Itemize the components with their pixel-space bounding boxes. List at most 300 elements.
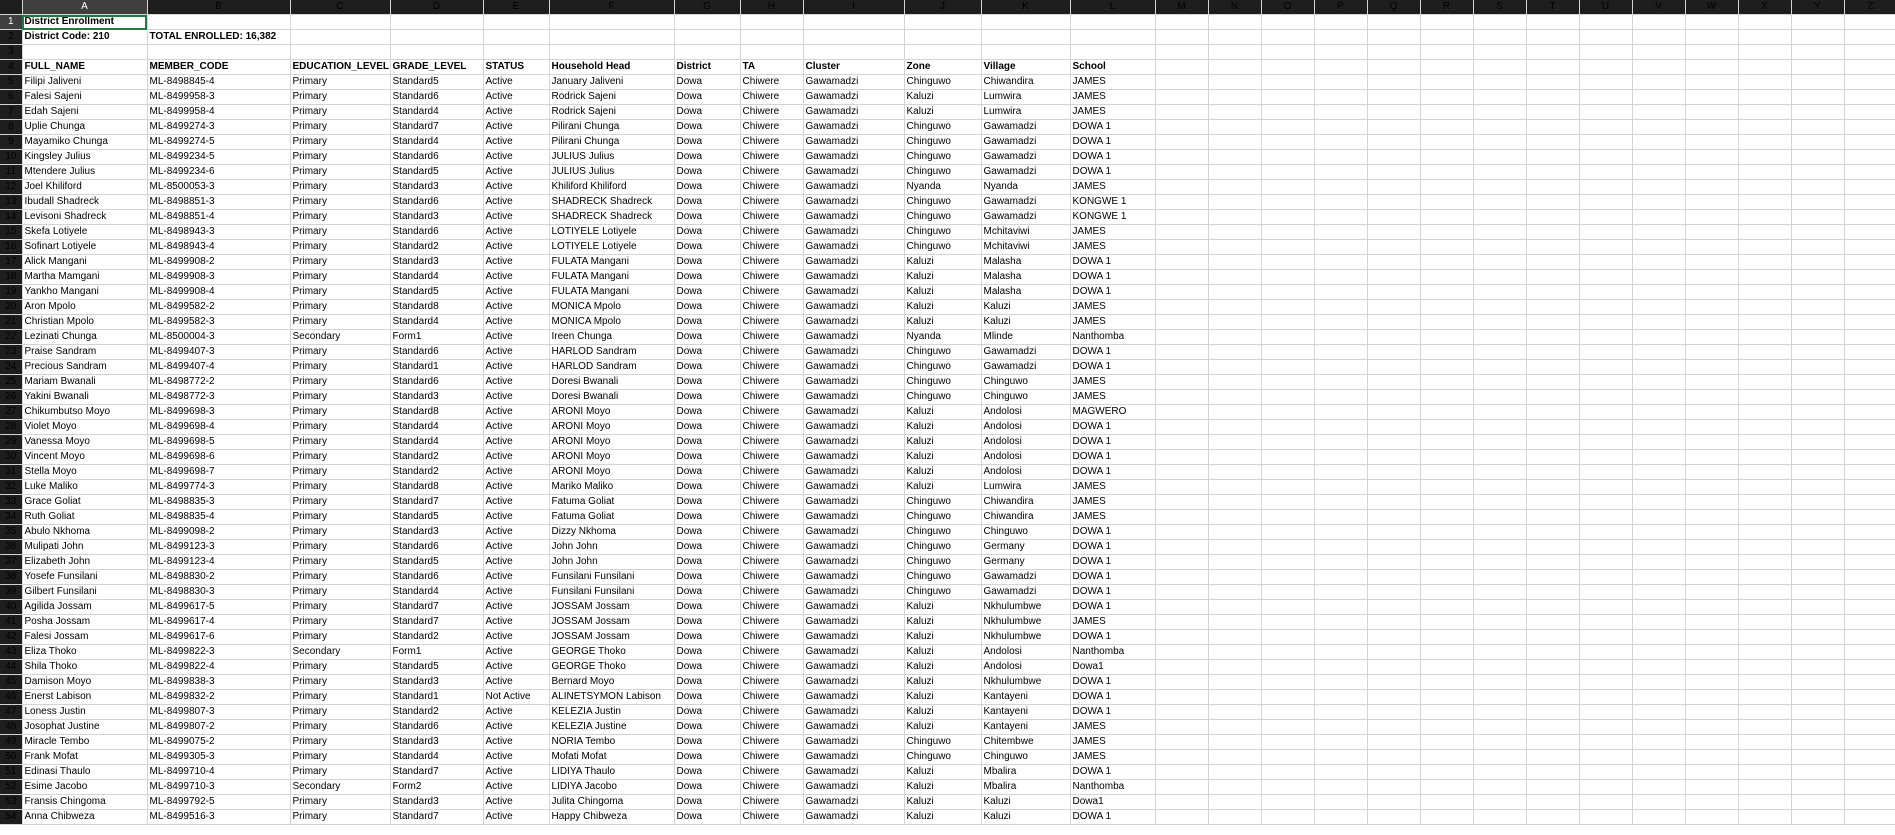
cell-s8[interactable]: [1473, 120, 1526, 135]
cell-o10[interactable]: [1261, 150, 1314, 165]
cell-q43[interactable]: [1367, 645, 1420, 660]
cell-m46[interactable]: [1155, 690, 1208, 705]
cell-e44[interactable]: Active: [483, 660, 549, 675]
cell-z33[interactable]: [1844, 495, 1895, 510]
cell-b21[interactable]: ML-8499582-3: [147, 315, 290, 330]
cell-w16[interactable]: [1685, 240, 1738, 255]
cell-f49[interactable]: NORIA Tembo: [549, 735, 674, 750]
cell-l5[interactable]: JAMES: [1070, 75, 1155, 90]
row-header[interactable]: 23: [0, 345, 22, 360]
cell-i1[interactable]: [803, 15, 904, 30]
cell-s16[interactable]: [1473, 240, 1526, 255]
row-header[interactable]: 20: [0, 300, 22, 315]
cell-w14[interactable]: [1685, 210, 1738, 225]
cell-l48[interactable]: JAMES: [1070, 720, 1155, 735]
cell-r1[interactable]: [1420, 15, 1473, 30]
cell-l36[interactable]: DOWA 1: [1070, 540, 1155, 555]
cell-b54[interactable]: ML-8499516-3: [147, 810, 290, 825]
cell-y16[interactable]: [1791, 240, 1844, 255]
cell-k1[interactable]: [981, 15, 1070, 30]
cell-e43[interactable]: Active: [483, 645, 549, 660]
cell-e20[interactable]: Active: [483, 300, 549, 315]
cell-z38[interactable]: [1844, 570, 1895, 585]
cell-c7[interactable]: Primary: [290, 105, 390, 120]
cell-i50[interactable]: Gawamadzi: [803, 750, 904, 765]
cell-o13[interactable]: [1261, 195, 1314, 210]
cell-l49[interactable]: JAMES: [1070, 735, 1155, 750]
cell-f37[interactable]: John John: [549, 555, 674, 570]
cell-t11[interactable]: [1526, 165, 1579, 180]
cell-v21[interactable]: [1632, 315, 1685, 330]
cell-a52[interactable]: Esime Jacobo: [22, 780, 147, 795]
cell-n37[interactable]: [1208, 555, 1261, 570]
cell-g24[interactable]: Dowa: [674, 360, 740, 375]
cell-l54[interactable]: DOWA 1: [1070, 810, 1155, 825]
cell-r24[interactable]: [1420, 360, 1473, 375]
column-header-g[interactable]: G: [674, 0, 740, 15]
cell-j24[interactable]: Chinguwo: [904, 360, 981, 375]
column-header-e[interactable]: E: [483, 0, 549, 15]
cell-u39[interactable]: [1579, 585, 1632, 600]
cell-v38[interactable]: [1632, 570, 1685, 585]
cell-o35[interactable]: [1261, 525, 1314, 540]
cell-m51[interactable]: [1155, 765, 1208, 780]
cell-g8[interactable]: Dowa: [674, 120, 740, 135]
cell-k52[interactable]: Mbalira: [981, 780, 1070, 795]
cell-j43[interactable]: Kaluzi: [904, 645, 981, 660]
cell-z25[interactable]: [1844, 375, 1895, 390]
cell-h10[interactable]: Chiwere: [740, 150, 803, 165]
cell-o47[interactable]: [1261, 705, 1314, 720]
cell-l43[interactable]: Nanthomba: [1070, 645, 1155, 660]
cell-k18[interactable]: Malasha: [981, 270, 1070, 285]
cell-a16[interactable]: Sofinart Lotiyele: [22, 240, 147, 255]
cell-w36[interactable]: [1685, 540, 1738, 555]
cell-v25[interactable]: [1632, 375, 1685, 390]
cell-b52[interactable]: ML-8499710-3: [147, 780, 290, 795]
cell-f47[interactable]: KELEZIA Justin: [549, 705, 674, 720]
cell-f46[interactable]: ALINETSYMON Labison: [549, 690, 674, 705]
cell-o51[interactable]: [1261, 765, 1314, 780]
cell-i24[interactable]: Gawamadzi: [803, 360, 904, 375]
cell-g29[interactable]: Dowa: [674, 435, 740, 450]
cell-i54[interactable]: Gawamadzi: [803, 810, 904, 825]
cell-s27[interactable]: [1473, 405, 1526, 420]
cell-i30[interactable]: Gawamadzi: [803, 450, 904, 465]
cell-j49[interactable]: Chinguwo: [904, 735, 981, 750]
cell-z44[interactable]: [1844, 660, 1895, 675]
cell-q13[interactable]: [1367, 195, 1420, 210]
cell-y34[interactable]: [1791, 510, 1844, 525]
cell-e8[interactable]: Active: [483, 120, 549, 135]
cell-s15[interactable]: [1473, 225, 1526, 240]
cell-n38[interactable]: [1208, 570, 1261, 585]
cell-m13[interactable]: [1155, 195, 1208, 210]
cell-z41[interactable]: [1844, 615, 1895, 630]
cell-i2[interactable]: [803, 30, 904, 45]
cell-t18[interactable]: [1526, 270, 1579, 285]
cell-z35[interactable]: [1844, 525, 1895, 540]
cell-j54[interactable]: Kaluzi: [904, 810, 981, 825]
cell-m7[interactable]: [1155, 105, 1208, 120]
cell-x41[interactable]: [1738, 615, 1791, 630]
cell-s13[interactable]: [1473, 195, 1526, 210]
cell-d50[interactable]: Standard4: [390, 750, 483, 765]
cell-k34[interactable]: Chiwandira: [981, 510, 1070, 525]
cell-y38[interactable]: [1791, 570, 1844, 585]
cell-v13[interactable]: [1632, 195, 1685, 210]
cell-i39[interactable]: Gawamadzi: [803, 585, 904, 600]
cell-x46[interactable]: [1738, 690, 1791, 705]
cell-o2[interactable]: [1261, 30, 1314, 45]
cell-c24[interactable]: Primary: [290, 360, 390, 375]
cell-u37[interactable]: [1579, 555, 1632, 570]
cell-x19[interactable]: [1738, 285, 1791, 300]
cell-c38[interactable]: Primary: [290, 570, 390, 585]
cell-g34[interactable]: Dowa: [674, 510, 740, 525]
cell-u5[interactable]: [1579, 75, 1632, 90]
cell-y39[interactable]: [1791, 585, 1844, 600]
cell-j41[interactable]: Kaluzi: [904, 615, 981, 630]
cell-s40[interactable]: [1473, 600, 1526, 615]
cell-p2[interactable]: [1314, 30, 1367, 45]
cell-u10[interactable]: [1579, 150, 1632, 165]
cell-g20[interactable]: Dowa: [674, 300, 740, 315]
row-header[interactable]: 30: [0, 450, 22, 465]
cell-v54[interactable]: [1632, 810, 1685, 825]
cell-b53[interactable]: ML-8499792-5: [147, 795, 290, 810]
cell-l6[interactable]: JAMES: [1070, 90, 1155, 105]
cell-c27[interactable]: Primary: [290, 405, 390, 420]
cell-c47[interactable]: Primary: [290, 705, 390, 720]
cell-v48[interactable]: [1632, 720, 1685, 735]
cell-m9[interactable]: [1155, 135, 1208, 150]
cell-r6[interactable]: [1420, 90, 1473, 105]
cell-h53[interactable]: Chiwere: [740, 795, 803, 810]
cell-z24[interactable]: [1844, 360, 1895, 375]
cell-t1[interactable]: [1526, 15, 1579, 30]
cell-r23[interactable]: [1420, 345, 1473, 360]
row-header[interactable]: 4: [0, 60, 22, 75]
cell-b44[interactable]: ML-8499822-4: [147, 660, 290, 675]
cell-t35[interactable]: [1526, 525, 1579, 540]
cell-p30[interactable]: [1314, 450, 1367, 465]
cell-n6[interactable]: [1208, 90, 1261, 105]
cell-l25[interactable]: JAMES: [1070, 375, 1155, 390]
cell-q9[interactable]: [1367, 135, 1420, 150]
cell-o46[interactable]: [1261, 690, 1314, 705]
cell-p7[interactable]: [1314, 105, 1367, 120]
cell-n23[interactable]: [1208, 345, 1261, 360]
cell-f8[interactable]: Pilirani Chunga: [549, 120, 674, 135]
cell-d37[interactable]: Standard5: [390, 555, 483, 570]
cell-t36[interactable]: [1526, 540, 1579, 555]
cell-u32[interactable]: [1579, 480, 1632, 495]
cell-p26[interactable]: [1314, 390, 1367, 405]
cell-w7[interactable]: [1685, 105, 1738, 120]
cell-a49[interactable]: Miracle Tembo: [22, 735, 147, 750]
cell-m34[interactable]: [1155, 510, 1208, 525]
cell-f19[interactable]: FULATA Mangani: [549, 285, 674, 300]
cell-d54[interactable]: Standard7: [390, 810, 483, 825]
cell-n2[interactable]: [1208, 30, 1261, 45]
cell-q36[interactable]: [1367, 540, 1420, 555]
cell-c5[interactable]: Primary: [290, 75, 390, 90]
cell-l24[interactable]: DOWA 1: [1070, 360, 1155, 375]
cell-g7[interactable]: Dowa: [674, 105, 740, 120]
cell-t9[interactable]: [1526, 135, 1579, 150]
cell-g52[interactable]: Dowa: [674, 780, 740, 795]
row-header[interactable]: 17: [0, 255, 22, 270]
cell-e10[interactable]: Active: [483, 150, 549, 165]
cell-u14[interactable]: [1579, 210, 1632, 225]
cell-d27[interactable]: Standard8: [390, 405, 483, 420]
cell-h47[interactable]: Chiwere: [740, 705, 803, 720]
cell-g6[interactable]: Dowa: [674, 90, 740, 105]
cell-z49[interactable]: [1844, 735, 1895, 750]
cell-t10[interactable]: [1526, 150, 1579, 165]
cell-h48[interactable]: Chiwere: [740, 720, 803, 735]
cell-y51[interactable]: [1791, 765, 1844, 780]
cell-f34[interactable]: Fatuma Goliat: [549, 510, 674, 525]
cell-q42[interactable]: [1367, 630, 1420, 645]
cell-f45[interactable]: Bernard Moyo: [549, 675, 674, 690]
cell-g18[interactable]: Dowa: [674, 270, 740, 285]
row-header[interactable]: 25: [0, 375, 22, 390]
cell-g40[interactable]: Dowa: [674, 600, 740, 615]
cell-k19[interactable]: Malasha: [981, 285, 1070, 300]
cell-w45[interactable]: [1685, 675, 1738, 690]
row-header[interactable]: 22: [0, 330, 22, 345]
cell-b37[interactable]: ML-8499123-4: [147, 555, 290, 570]
cell-g4[interactable]: District: [674, 60, 740, 75]
cell-h3[interactable]: [740, 45, 803, 60]
cell-a34[interactable]: Ruth Goliat: [22, 510, 147, 525]
cell-i48[interactable]: Gawamadzi: [803, 720, 904, 735]
cell-g32[interactable]: Dowa: [674, 480, 740, 495]
cell-f32[interactable]: Mariko Maliko: [549, 480, 674, 495]
cell-m37[interactable]: [1155, 555, 1208, 570]
cell-g38[interactable]: Dowa: [674, 570, 740, 585]
cell-v27[interactable]: [1632, 405, 1685, 420]
cell-a50[interactable]: Frank Mofat: [22, 750, 147, 765]
cell-u7[interactable]: [1579, 105, 1632, 120]
cell-z21[interactable]: [1844, 315, 1895, 330]
cell-e36[interactable]: Active: [483, 540, 549, 555]
cell-o15[interactable]: [1261, 225, 1314, 240]
cell-t48[interactable]: [1526, 720, 1579, 735]
cell-q34[interactable]: [1367, 510, 1420, 525]
cell-c2[interactable]: [290, 30, 390, 45]
cell-e50[interactable]: Active: [483, 750, 549, 765]
cell-g27[interactable]: Dowa: [674, 405, 740, 420]
cell-q20[interactable]: [1367, 300, 1420, 315]
cell-n22[interactable]: [1208, 330, 1261, 345]
cell-r53[interactable]: [1420, 795, 1473, 810]
cell-b7[interactable]: ML-8499958-4: [147, 105, 290, 120]
cell-z14[interactable]: [1844, 210, 1895, 225]
cell-p35[interactable]: [1314, 525, 1367, 540]
cell-m40[interactable]: [1155, 600, 1208, 615]
cell-f3[interactable]: [549, 45, 674, 60]
cell-r12[interactable]: [1420, 180, 1473, 195]
cell-w15[interactable]: [1685, 225, 1738, 240]
cell-h22[interactable]: Chiwere: [740, 330, 803, 345]
cell-e32[interactable]: Active: [483, 480, 549, 495]
cell-d53[interactable]: Standard3: [390, 795, 483, 810]
cell-n33[interactable]: [1208, 495, 1261, 510]
cell-x33[interactable]: [1738, 495, 1791, 510]
cell-b1[interactable]: [147, 15, 290, 30]
cell-q53[interactable]: [1367, 795, 1420, 810]
row-header[interactable]: 11: [0, 165, 22, 180]
cell-l27[interactable]: MAGWERO: [1070, 405, 1155, 420]
cell-h39[interactable]: Chiwere: [740, 585, 803, 600]
cell-v36[interactable]: [1632, 540, 1685, 555]
cell-x49[interactable]: [1738, 735, 1791, 750]
cell-k23[interactable]: Gawamadzi: [981, 345, 1070, 360]
cell-j46[interactable]: Kaluzi: [904, 690, 981, 705]
cell-b26[interactable]: ML-8498772-3: [147, 390, 290, 405]
cell-c43[interactable]: Secondary: [290, 645, 390, 660]
cell-w8[interactable]: [1685, 120, 1738, 135]
cell-u20[interactable]: [1579, 300, 1632, 315]
cell-b19[interactable]: ML-8499908-4: [147, 285, 290, 300]
cell-w35[interactable]: [1685, 525, 1738, 540]
cell-r28[interactable]: [1420, 420, 1473, 435]
row-header[interactable]: 40: [0, 600, 22, 615]
cell-m38[interactable]: [1155, 570, 1208, 585]
cell-p23[interactable]: [1314, 345, 1367, 360]
column-header-l[interactable]: L: [1070, 0, 1155, 15]
cell-i37[interactable]: Gawamadzi: [803, 555, 904, 570]
cell-n54[interactable]: [1208, 810, 1261, 825]
cell-w17[interactable]: [1685, 255, 1738, 270]
cell-n18[interactable]: [1208, 270, 1261, 285]
cell-s33[interactable]: [1473, 495, 1526, 510]
cell-h32[interactable]: Chiwere: [740, 480, 803, 495]
cell-m12[interactable]: [1155, 180, 1208, 195]
cell-t40[interactable]: [1526, 600, 1579, 615]
cell-s43[interactable]: [1473, 645, 1526, 660]
cell-i46[interactable]: Gawamadzi: [803, 690, 904, 705]
cell-s36[interactable]: [1473, 540, 1526, 555]
cell-b40[interactable]: ML-8499617-5: [147, 600, 290, 615]
cell-e1[interactable]: [483, 15, 549, 30]
cell-p4[interactable]: [1314, 60, 1367, 75]
cell-o52[interactable]: [1261, 780, 1314, 795]
cell-z4[interactable]: [1844, 60, 1895, 75]
cell-q19[interactable]: [1367, 285, 1420, 300]
cell-g2[interactable]: [674, 30, 740, 45]
cell-n40[interactable]: [1208, 600, 1261, 615]
row-header[interactable]: 12: [0, 180, 22, 195]
cell-j10[interactable]: Chinguwo: [904, 150, 981, 165]
row-header[interactable]: 35: [0, 525, 22, 540]
cell-n35[interactable]: [1208, 525, 1261, 540]
cell-s10[interactable]: [1473, 150, 1526, 165]
row-header[interactable]: 48: [0, 720, 22, 735]
cell-m54[interactable]: [1155, 810, 1208, 825]
cell-g54[interactable]: Dowa: [674, 810, 740, 825]
cell-u17[interactable]: [1579, 255, 1632, 270]
cell-l26[interactable]: JAMES: [1070, 390, 1155, 405]
cell-l22[interactable]: Nanthomba: [1070, 330, 1155, 345]
cell-r39[interactable]: [1420, 585, 1473, 600]
cell-a22[interactable]: Lezinati Chunga: [22, 330, 147, 345]
cell-t3[interactable]: [1526, 45, 1579, 60]
cell-r18[interactable]: [1420, 270, 1473, 285]
cell-w11[interactable]: [1685, 165, 1738, 180]
cell-o26[interactable]: [1261, 390, 1314, 405]
cell-e23[interactable]: Active: [483, 345, 549, 360]
cell-c32[interactable]: Primary: [290, 480, 390, 495]
cell-t41[interactable]: [1526, 615, 1579, 630]
cell-s21[interactable]: [1473, 315, 1526, 330]
cell-u26[interactable]: [1579, 390, 1632, 405]
cell-t39[interactable]: [1526, 585, 1579, 600]
row-header[interactable]: 51: [0, 765, 22, 780]
cell-f53[interactable]: Julita Chingoma: [549, 795, 674, 810]
cell-z1[interactable]: [1844, 15, 1895, 30]
cell-g11[interactable]: Dowa: [674, 165, 740, 180]
cell-f18[interactable]: FULATA Mangani: [549, 270, 674, 285]
cell-w32[interactable]: [1685, 480, 1738, 495]
cell-c10[interactable]: Primary: [290, 150, 390, 165]
cell-v30[interactable]: [1632, 450, 1685, 465]
cell-p42[interactable]: [1314, 630, 1367, 645]
cell-n31[interactable]: [1208, 465, 1261, 480]
cell-g21[interactable]: Dowa: [674, 315, 740, 330]
cell-l12[interactable]: JAMES: [1070, 180, 1155, 195]
cell-x1[interactable]: [1738, 15, 1791, 30]
cell-j11[interactable]: Chinguwo: [904, 165, 981, 180]
cell-j9[interactable]: Chinguwo: [904, 135, 981, 150]
cell-a4[interactable]: FULL_NAME: [22, 60, 147, 75]
cell-s34[interactable]: [1473, 510, 1526, 525]
cell-x23[interactable]: [1738, 345, 1791, 360]
cell-w48[interactable]: [1685, 720, 1738, 735]
cell-j1[interactable]: [904, 15, 981, 30]
cell-g36[interactable]: Dowa: [674, 540, 740, 555]
cell-h15[interactable]: Chiwere: [740, 225, 803, 240]
cell-v18[interactable]: [1632, 270, 1685, 285]
cell-y9[interactable]: [1791, 135, 1844, 150]
cell-d43[interactable]: Form1: [390, 645, 483, 660]
cell-b8[interactable]: ML-8499274-3: [147, 120, 290, 135]
cell-n29[interactable]: [1208, 435, 1261, 450]
row-header[interactable]: 19: [0, 285, 22, 300]
cell-d22[interactable]: Form1: [390, 330, 483, 345]
cell-l41[interactable]: JAMES: [1070, 615, 1155, 630]
cell-h34[interactable]: Chiwere: [740, 510, 803, 525]
cell-g53[interactable]: Dowa: [674, 795, 740, 810]
cell-u3[interactable]: [1579, 45, 1632, 60]
cell-c1[interactable]: [290, 15, 390, 30]
cell-z36[interactable]: [1844, 540, 1895, 555]
cell-x25[interactable]: [1738, 375, 1791, 390]
cell-q52[interactable]: [1367, 780, 1420, 795]
cell-f14[interactable]: SHADRECK Shadreck: [549, 210, 674, 225]
cell-q33[interactable]: [1367, 495, 1420, 510]
cell-n3[interactable]: [1208, 45, 1261, 60]
cell-j44[interactable]: Kaluzi: [904, 660, 981, 675]
cell-w12[interactable]: [1685, 180, 1738, 195]
cell-k27[interactable]: Andolosi: [981, 405, 1070, 420]
cell-m22[interactable]: [1155, 330, 1208, 345]
cell-d17[interactable]: Standard3: [390, 255, 483, 270]
cell-h7[interactable]: Chiwere: [740, 105, 803, 120]
